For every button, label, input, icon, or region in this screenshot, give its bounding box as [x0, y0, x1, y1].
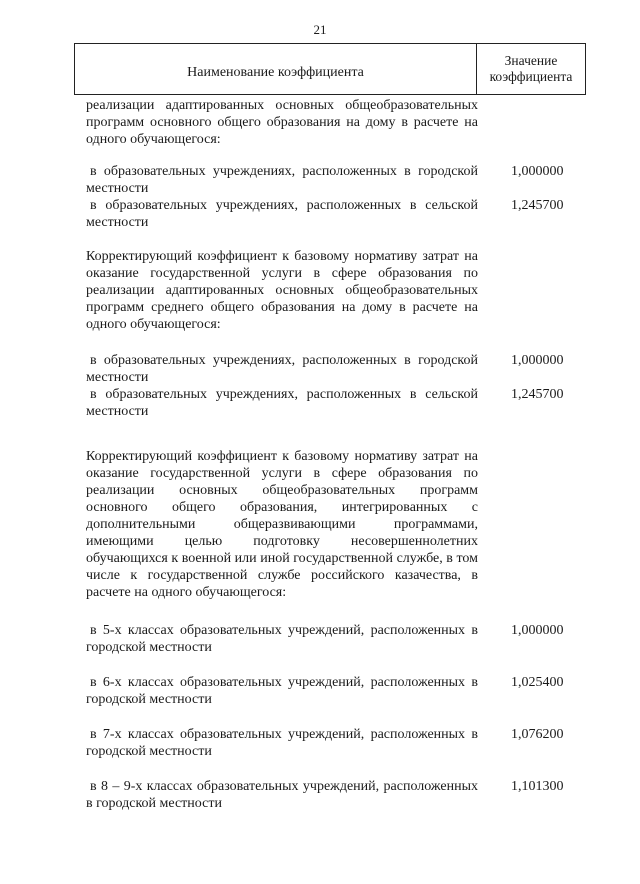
row-value: 1,245700 [511, 198, 564, 213]
row-value: 1,000000 [511, 353, 564, 368]
name-column-header: Наименование коэффициента [75, 44, 477, 94]
value-column-header: Значение коэффициента [489, 53, 573, 84]
row-label: в образовательных учреждениях, расположенных в городской местности [86, 164, 478, 196]
coefficient-row [86, 197, 591, 231]
row-label: в 8 – 9-х классах образовательных учреждений, расположенных в городской местности [86, 779, 478, 811]
coefficient-row [86, 622, 591, 656]
row-value: 1,000000 [511, 623, 564, 638]
row-value: 1,000000 [511, 164, 564, 179]
row-value: 1,025400 [511, 675, 564, 690]
row-label: в образовательных учреждениях, расположенных в городской местности [86, 353, 478, 385]
row-value: 1,245700 [511, 387, 564, 402]
table-header [74, 43, 586, 95]
coefficient-row [86, 386, 591, 420]
row-label: в 7-х классах образовательных учреждений, расположенных в городской местности [86, 727, 478, 759]
section-description: Корректирующий коэффициент к базовому нормативу затрат на оказание государственной услуги в сфере образования по реализации основных общеобразовательных программ основного общего образования, интегрированных с дополнительными общеразвивающими программами, имеющими целью подготовку несовершеннолетних обучающихся к военной или иной государственной службе, в том числе к государственной службе российского казачества, в расчете на одного обучающегося: [86, 449, 478, 600]
row-value: 1,076200 [511, 727, 564, 742]
row-label: в образовательных учреждениях, расположенных в сельской местности [86, 198, 478, 230]
coefficient-row [86, 726, 591, 760]
coefficient-row [86, 352, 591, 386]
row-label: в образовательных учреждениях, расположенных в сельской местности [86, 387, 478, 419]
page-number: 21 [313, 22, 327, 37]
section-description: реализации адаптированных основных общеобразовательных программ основного общего образования на дому в расчете на одного обучающегося: [86, 98, 478, 147]
coefficient-row [86, 674, 591, 708]
coefficient-row [86, 163, 591, 197]
row-label: в 6-х классах образовательных учреждений, расположенных в городской местности [86, 675, 478, 707]
row-value: 1,101300 [511, 779, 564, 794]
row-label: в 5-х классах образовательных учреждений, расположенных в городской местности [86, 623, 478, 655]
coefficient-row [86, 778, 591, 812]
section-description: Корректирующий коэффициент к базовому нормативу затрат на оказание государственной услуги в сфере образования по реализации адаптированных основных общеобразовательных программ среднего общего образования на дому в расчете на одного обучающегося: [86, 249, 478, 332]
